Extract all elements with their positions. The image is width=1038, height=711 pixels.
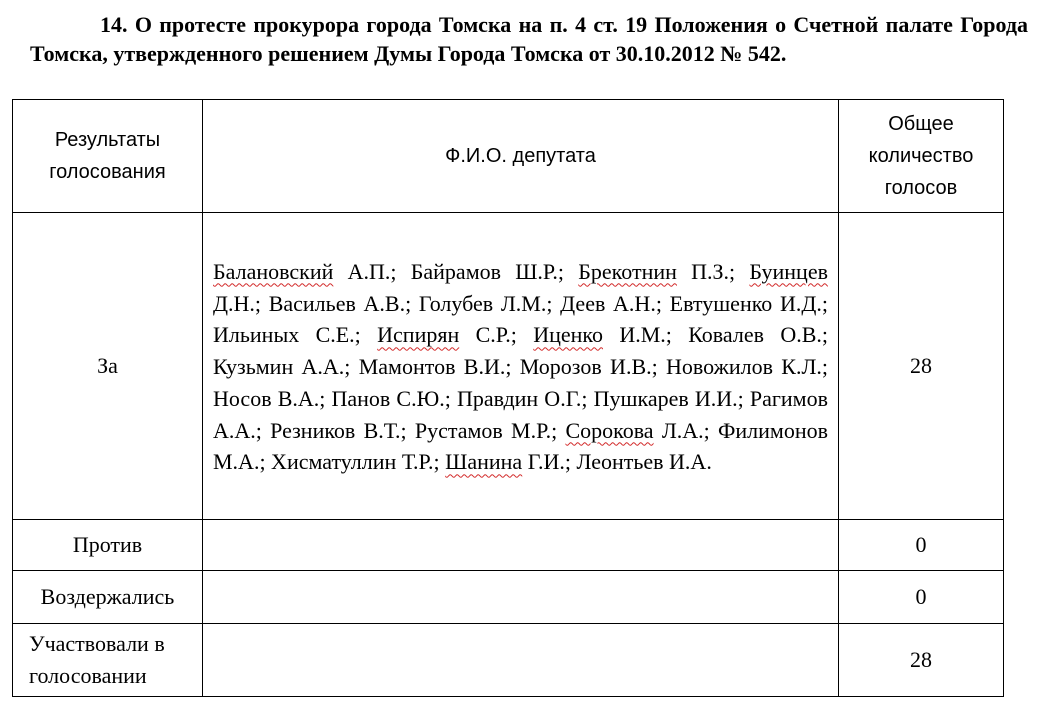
deputy-name-flagged: Шанина xyxy=(445,449,523,475)
result-participated: Участвовали в голосовании xyxy=(13,624,203,697)
deputy-names-text: Д.Н.; Васильев А.В.; Голубев Л.М.; Деев А.Н.; Евтушенко И.Д.; Ильиных С.Е.; xyxy=(213,290,828,348)
deputy-name-flagged: Испирян xyxy=(377,322,460,348)
count-for: 28 xyxy=(839,213,1004,520)
deputy-name-flagged: Иценко xyxy=(533,322,603,348)
deputy-name-flagged: Брекотнин xyxy=(578,258,677,284)
resolution-heading: 14. О протесте прокурора города Томска на п. 4 ст. 19 Положения о Счетной палате Города Томска, утвержденного решением Думы Города Томска от 30.10.2012 № 542. xyxy=(30,12,1028,66)
table-row-against xyxy=(13,520,1004,571)
count-abstained: 0 xyxy=(839,571,1004,624)
header-deputy-name: Ф.И.О. депутата xyxy=(203,100,839,213)
deputy-name-flagged: Буинцев xyxy=(749,258,828,284)
deputy-names-text: Л.А.; Филимонов М.А.; Хисматуллин Т.Р.; xyxy=(213,417,828,475)
count-participated: 28 xyxy=(839,624,1004,697)
table-row-abstained xyxy=(13,571,1004,624)
deputies-abstained-list xyxy=(203,571,839,624)
deputy-names-text: П.З.; xyxy=(676,258,750,284)
result-for: За xyxy=(13,213,203,520)
result-against: Против xyxy=(13,520,203,571)
voting-results-table xyxy=(12,99,1004,697)
table-row-for xyxy=(13,213,1004,520)
header-voting-results: Результаты голосования xyxy=(13,100,203,213)
result-abstained: Воздержались xyxy=(13,571,203,624)
deputy-names-text: И.М.; Ковалев О.В.; Кузьмин А.А.; Мамонтов В.И.; Морозов И.В.; Новожилов К.Л.; Носов В.А.; Панов С.Ю.; Правдин О.Г.; Пушкарев И.И.; Рагимов А.А.; Резников В.Т.; Рустамов М.Р.; xyxy=(213,322,829,443)
count-against: 0 xyxy=(839,520,1004,571)
deputies-against-list xyxy=(203,520,839,571)
deputy-names-text: А.П.; Байрамов Ш.Р.; xyxy=(333,258,579,284)
deputies-for-list xyxy=(203,213,839,520)
table-header-row xyxy=(13,100,1004,213)
deputy-names-text: С.Р.; xyxy=(459,322,534,348)
deputy-name-flagged: Балановский xyxy=(213,258,334,284)
deputy-name-flagged: Сорокова xyxy=(565,417,654,443)
deputy-names-text: Г.И.; Леонтьев И.А. xyxy=(522,449,712,475)
deputies-participated-list xyxy=(203,624,839,697)
table-row-participated xyxy=(13,624,1004,697)
header-total-votes: Общее количество голосов xyxy=(839,100,1004,213)
